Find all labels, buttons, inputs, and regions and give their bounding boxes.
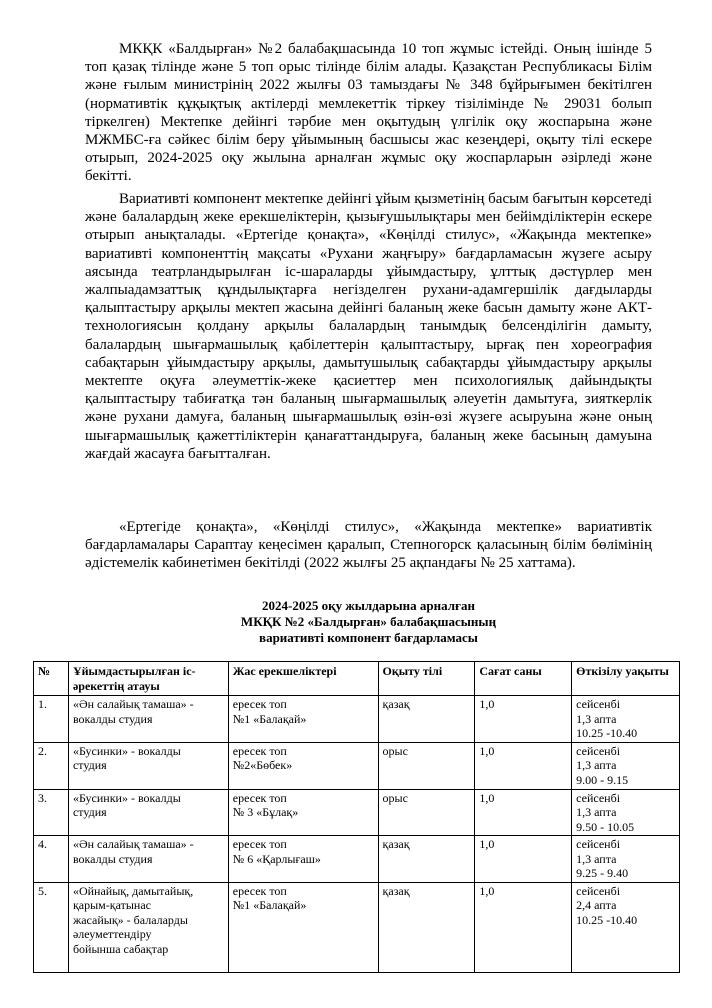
row-number: 1.	[34, 696, 69, 743]
table-title-line-1: 2024-2025 оқу жылдарына арналған	[262, 598, 475, 613]
row-activity-name	[68, 836, 228, 883]
group-line: № 6 «Қарлығаш»	[232, 851, 321, 866]
time-line: сейсенбі	[576, 697, 621, 711]
header-age-group: Жас ерекшеліктері	[228, 662, 378, 696]
row-time	[572, 742, 680, 789]
name-line: әлеуметтендіру	[72, 927, 152, 941]
time-line: сейсенбі	[576, 743, 621, 758]
time-line: сейсенбі	[576, 883, 621, 898]
time-line: 9.25 - 9.40	[576, 866, 629, 880]
group-line: №1 «Балақай»	[232, 898, 307, 912]
paragraph-intro: МКҚК «Балдырған» №2 балабақшасында 10 топ жұмыс істейді. Оның ішінде 5 топ қазақ тілінде және 5 топ орыс тілінде білім алады. Қазақстан Республикасы Білім және ғылым министрінің 2022 жылғы 03 тамыздағы № 348 бұйрығымен бекітілген (нормативтік құқықтық актілерді мемлекеттік тіркеу тізілімінде № 29031 болып тіркелген) Мектепке дейінгі тәрбие мен оқытудың үлгілік оқу жоспарына және МЖМБС-ға сәйкес білім беру ұйымының басшысы жас кезеңдері, оқыту тілі ескере отырып, 2024-2025 оқу жылына арналған жұмыс оқу жоспарларын әзірледі және бекітті.	[85, 41, 652, 185]
group-line: ересек топ	[232, 883, 287, 898]
row-time	[572, 789, 680, 836]
group-line: ересек топ	[232, 743, 287, 758]
time-line: 9.00 - 9.15	[576, 772, 629, 787]
row-hours: 1,0	[475, 696, 572, 743]
table-row	[34, 789, 680, 836]
name-line: студия	[72, 805, 107, 819]
row-number: 4.	[34, 836, 69, 883]
row-language: орыс	[378, 742, 475, 789]
time-line: 1,3 апта	[576, 711, 617, 726]
row-age-group	[228, 789, 378, 836]
name-line: студия	[72, 758, 107, 772]
table-title	[85, 598, 652, 646]
name-line: «Ән салайық тамаша» -	[72, 697, 194, 711]
row-number: 3.	[34, 789, 69, 836]
name-line: вокалды студия	[72, 851, 153, 866]
group-line: №2«Бөбек»	[232, 758, 293, 772]
name-line: «Бусинки» - вокалды	[72, 743, 181, 758]
name-line: жасайық» - балаларды	[72, 912, 188, 927]
row-hours: 1,0	[475, 836, 572, 883]
row-age-group	[228, 836, 378, 883]
time-line: сейсенбі	[576, 790, 621, 805]
row-hours: 1,0	[475, 789, 572, 836]
program-table	[33, 661, 680, 973]
name-line: бойынша сабақтар	[72, 941, 169, 956]
time-line: 1,3 апта	[576, 805, 617, 819]
time-line: 9.50 - 10.05	[576, 819, 635, 834]
group-line: ересек топ	[232, 837, 287, 851]
row-activity-name	[68, 742, 228, 789]
header-language: Оқыту тілі	[378, 662, 475, 696]
paragraph-approval: «Ертегіде қонақта», «Көңілді стилус», «Жақында мектепке» вариативтік бағдарламалары Сараптау кеңесімен қаралып, Степногорск қаласының білім бөлімінің әдістемелік кабинетімен бекітілді (2022 жылғы 25 ақпандағы № 25 хаттама).	[85, 519, 652, 572]
row-time	[572, 836, 680, 883]
time-line: 10.25 -10.40	[576, 912, 638, 927]
row-language: қазақ	[378, 696, 475, 743]
row-language: қазақ	[378, 882, 475, 972]
time-line: 1,3 апта	[576, 758, 617, 772]
time-line: сейсенбі	[576, 837, 621, 851]
header-activity-name: Ұйымдастырылған іс-әрекеттің атауы	[68, 662, 228, 696]
table-title-line-2: МКҚК №2 «Балдырған» балабақшасының	[240, 614, 497, 629]
table-row	[34, 882, 680, 972]
row-time	[572, 696, 680, 743]
row-hours: 1,0	[475, 882, 572, 972]
header-hours: Сағат саны	[475, 662, 572, 696]
table-header-row	[34, 662, 680, 696]
row-age-group	[228, 742, 378, 789]
group-line: ересек топ	[232, 790, 287, 805]
row-number: 5.	[34, 882, 69, 972]
group-line: ересек топ	[232, 697, 287, 711]
row-time	[572, 882, 680, 972]
name-line: қарым-қатынас	[72, 898, 151, 912]
paragraph-variative-component: Вариативті компонент мектепке дейінгі ұйым қызметінің басым бағытын көрсетеді және балалардың жеке ерекшеліктерін, қызығушылықтары мен бейімділіктерін ескере отырып анықталады. «Ертегіде қонақта», «Көңілді стилус», «Жақында мектепке» вариативті компоненттің мақсаты «Рухани жаңғыру» бағдарламасын жүзеге асыру аясында театрландырылған іс-шараларды ұйымдастыру, ұлттық дәстүрлер мен жалпыадамзаттық құндылықтарға негізделген рухани-адамгершілік дағдыларды қалыптастыру арқылы мектеп жасына дейінгі баланың жеке басын дамыту және АКТ-технологиясын қолдану арқылы балалардың танымдық белсенділігін дамыту, балалардың шығармашылық қабілеттерін қалыптастыру, ырғақ пен хореография сабақтарын ұйымдастыру арқылы, дамытушылық сабақтарды ұйымдастыру арқылы мектепте оқуға әлеуметтік-жеке қасиеттер мен психологиялық дайындықты қалыптастыру табиғатқа тән баланың шығармашылық әлеуетін дамытуға, зияткерлік және рухани дамуға, баланың шығармашылық өзін-өзі жүзеге асыруына және оның шығармашылық қажеттіліктерін қанағаттандыруға, баланың жеке басының дамуына жағдай жасауға бағытталған.	[85, 191, 652, 462]
row-age-group	[228, 696, 378, 743]
name-line: «Бусинки» - вокалды	[72, 790, 181, 805]
row-language: қазақ	[378, 836, 475, 883]
time-line: 10.25 -10.40	[576, 726, 638, 740]
time-line: 2,4 апта	[576, 898, 617, 912]
row-activity-name	[68, 789, 228, 836]
name-line: вокалды студия	[72, 711, 153, 726]
name-line: «Ойнайық, дамытайық,	[72, 883, 194, 898]
time-line: 1,3 апта	[576, 851, 617, 866]
name-line: «Ән салайық тамаша» -	[72, 837, 194, 851]
table-title-line-3: вариативті компонент бағдарламасы	[259, 630, 478, 645]
row-language: орыс	[378, 789, 475, 836]
table-row	[34, 836, 680, 883]
group-line: №1 «Балақай»	[232, 711, 307, 726]
header-number: №	[34, 662, 69, 696]
row-hours: 1,0	[475, 742, 572, 789]
table-row	[34, 696, 680, 743]
row-number: 2.	[34, 742, 69, 789]
row-activity-name	[68, 696, 228, 743]
header-time: Өткізілу уақыты	[572, 662, 680, 696]
row-activity-name	[68, 882, 228, 972]
group-line: № 3 «Бұлақ»	[232, 805, 299, 819]
table-row	[34, 742, 680, 789]
row-age-group	[228, 882, 378, 972]
